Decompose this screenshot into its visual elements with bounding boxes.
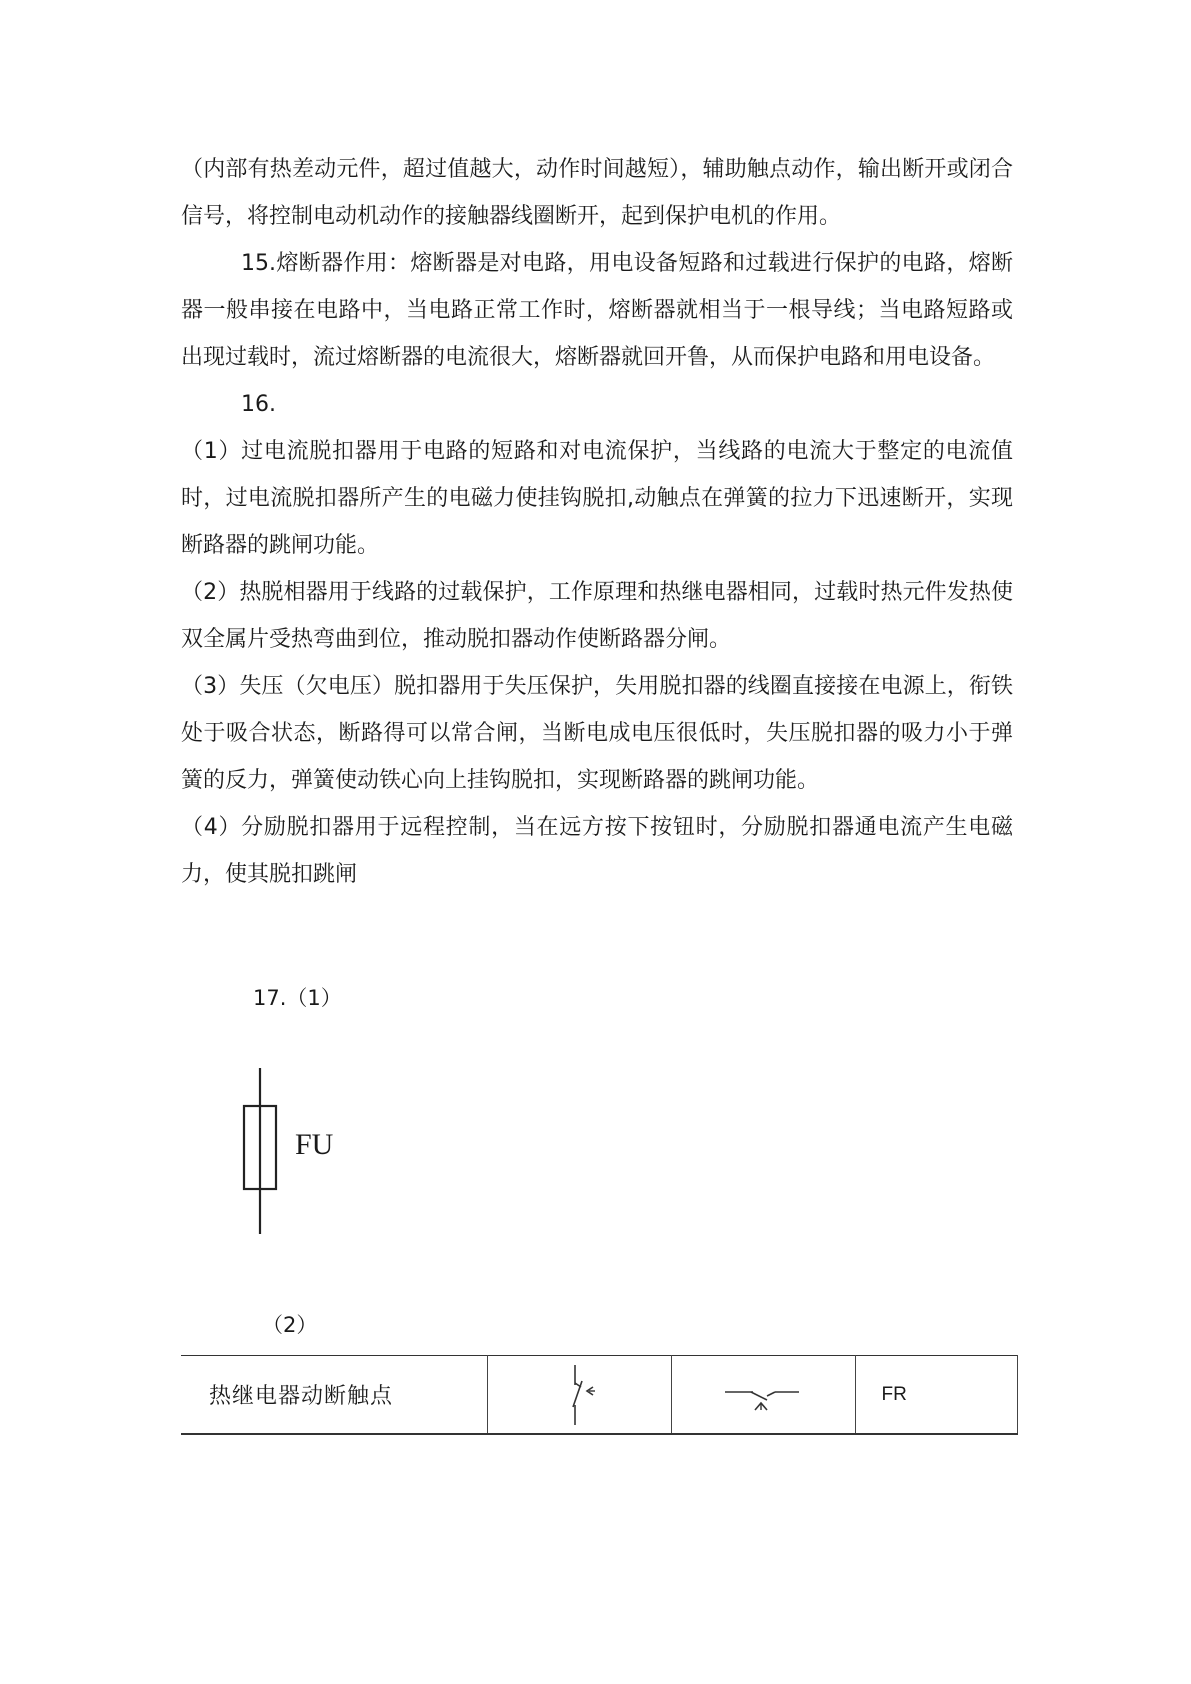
paragraph-q16-heading: 16. [241, 392, 276, 417]
paragraph-q16-item-4: （4）分励脱扣器用于远程控制，当在远方按下按钮时，分励脱扣器通电流产生电磁力，使其脱扣跳闸 [181, 815, 1013, 887]
paragraph-q16-item-2: （2）热脱相器用于线路的过载保护，工作原理和热继电器相同，过载时热元件发热使双全属片受热弯曲到位，推动脱扣器动作使断路器分闸。 [181, 580, 1013, 652]
q17-sub2-heading: （2） [262, 1313, 318, 1337]
symbol-table [181, 1355, 1018, 1435]
paragraph-continuation: （内部有热差动元件，超过值越大，动作时间越短），辅助触点动作，输出断开或闭合信号，将控制电动机动作的接触器线圈断开，起到保护电机的作用。 [181, 157, 1013, 229]
q17-heading: 17.（1） [253, 986, 342, 1010]
table-cell-code: FR [855, 1356, 1017, 1435]
fuse-code-label: FU [295, 1128, 334, 1161]
paragraph-q16-item-3: （3）失压（欠电压）脱扣器用于失压保护，失用脱扣器的线圈直接接在电源上，衔铁处于吸合状态，断路得可以常合闸，当断电成电压很低时，失压脱扣器的吸力小于弹簧的反力，弹簧使动铁心向上挂钩脱扣，实现断路器的跳闸功能。 [181, 674, 1013, 793]
table-cell-horizontal-symbol [671, 1356, 855, 1435]
thermal-nc-contact-vertical-icon [549, 1365, 609, 1425]
table-cell-vertical-symbol [487, 1356, 671, 1435]
paragraph-q16-item-1: （1）过电流脱扣器用于电路的短路和对电流保护，当线路的电流大于整定的电流值时，过电流脱扣器所产生的电磁力使挂钩脱扣,动触点在弹簧的拉力下迅速断开，实现断路器的跳闸功能。 [181, 439, 1013, 558]
body-text [181, 146, 1013, 898]
thermal-nc-contact-horizontal-icon [723, 1370, 803, 1420]
table-row [181, 1356, 1017, 1435]
paragraph-q15: 15.熔断器作用：熔断器是对电路，用电设备短路和过载进行保护的电路，熔断器一般串接在电路中，当电路正常工作时，熔断器就相当于一根导线；当电路短路或出现过载时，流过熔断器的电流很大，熔断器就回开鲁，从而保护电路和用电设备。 [181, 251, 1013, 370]
table-cell-name: 热继电器动断触点 [181, 1356, 487, 1435]
